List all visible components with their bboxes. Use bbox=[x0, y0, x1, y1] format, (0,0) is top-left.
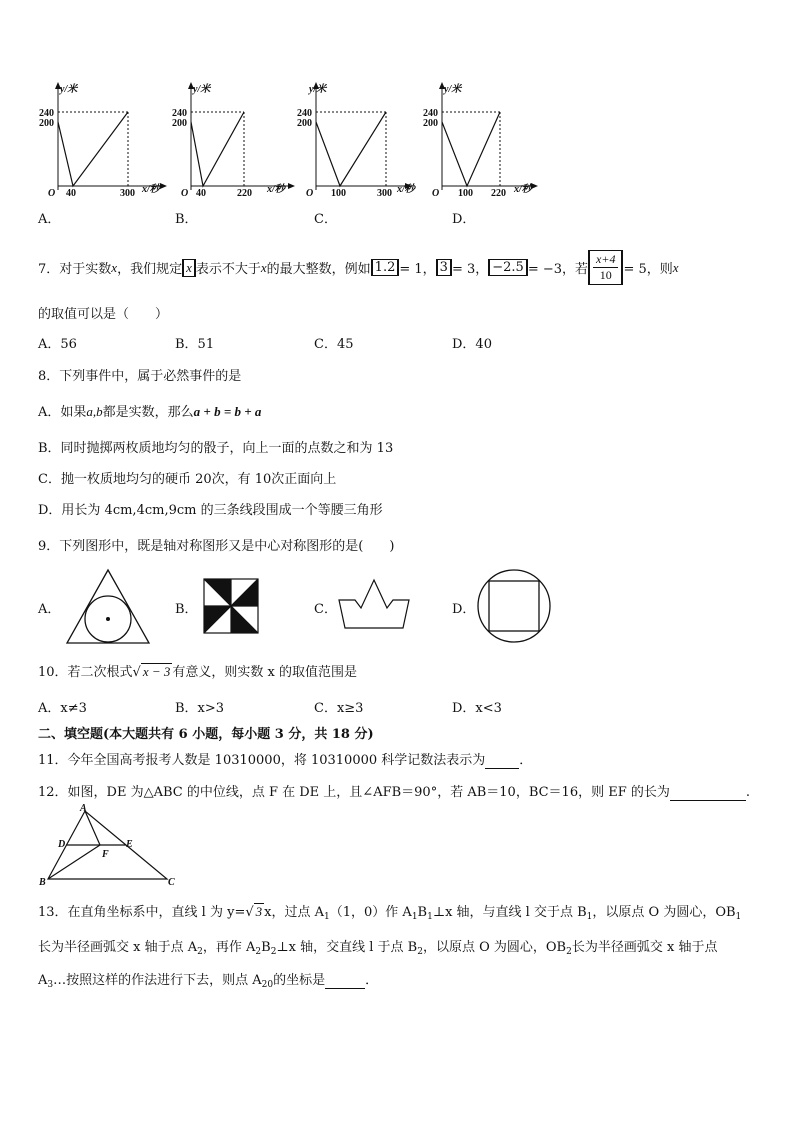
q13-line1: 13．在直角坐标系中，直线 l 为 y=√ 3 x，过点 $A_1(1$，0）作 $A_1B_1\perp x$ 轴，与直线 l 交于点 $B_1$，以原点 O 为圆心，$OB_1$ bbox=[38, 904, 742, 922]
q10-option-a[interactable]: A．x≠3 bbox=[38, 701, 87, 716]
y-axis-label: y/米 bbox=[309, 84, 327, 95]
answer-blank[interactable] bbox=[485, 753, 519, 769]
origin-label: O bbox=[432, 188, 440, 199]
q13-line2: 长为半径画弧交 x 轴于点 $A_2$，再作 $A_2B_2\perp x$ 轴，交直线 l 于点 $B_2$，以原点 O 为圆心，$OB_2$长为半径画弧交 x 轴于点 bbox=[38, 940, 718, 957]
question-7-line1: 7．对于实数 x ，我们规定 x 表示不大于 x 的最大整数，例如 1.2 = 1， 3 = 3， −2.5 = −3，若 $\frac{x+4}{10}$ = 5，则 x bbox=[38, 250, 679, 285]
q6-option-b[interactable]: B． bbox=[175, 212, 198, 227]
q8-option-a[interactable]: A．如果a,b都是实数，那么a + b = b + a bbox=[38, 404, 262, 420]
answer-blank[interactable] bbox=[325, 973, 365, 989]
y-axis-label: y/米 bbox=[444, 84, 462, 95]
graph-a bbox=[38, 78, 168, 198]
label-f: F bbox=[102, 849, 109, 860]
x-tick-2: 220 bbox=[491, 188, 506, 199]
floor-bracket: x bbox=[182, 259, 196, 277]
x-tick-2: 300 bbox=[120, 188, 135, 199]
y-tick-200: 200 bbox=[172, 118, 187, 129]
floor-fraction: $\frac{x+4}{10}$ bbox=[588, 250, 623, 285]
circle-with-square-figure bbox=[476, 568, 552, 644]
x-axis-label: x/秒 bbox=[267, 184, 285, 195]
q9-option-d[interactable]: D． bbox=[452, 602, 476, 617]
graph-c bbox=[296, 78, 426, 198]
floor-example-1: 1.2 bbox=[371, 259, 400, 276]
q9-option-c[interactable]: C． bbox=[314, 602, 337, 617]
q10-option-c[interactable]: C．x≥3 bbox=[314, 701, 364, 716]
x-tick-2: 300 bbox=[377, 188, 392, 199]
q8-stem: 8．下列事件中，属于必然事件的是 bbox=[38, 369, 242, 384]
q7-text: 7．对于实数 bbox=[38, 262, 112, 277]
floor-example-2: 3 bbox=[436, 259, 452, 276]
x-axis-label: x/秒 bbox=[514, 184, 532, 195]
x-tick-1: 40 bbox=[196, 188, 206, 199]
q10-stem: 10．若二次根式√ x − 3 有意义，则实数 x 的取值范围是 bbox=[38, 664, 357, 680]
y-tick-200: 200 bbox=[297, 118, 312, 129]
y-axis-label: y/米 bbox=[193, 84, 211, 95]
radicand: x − 3 bbox=[142, 664, 171, 679]
y-axis-label: y/米 bbox=[60, 84, 78, 95]
y-tick-240: 240 bbox=[423, 108, 438, 119]
q7-option-d[interactable]: D．40 bbox=[452, 337, 492, 352]
floor-example-3: −2.5 bbox=[488, 259, 528, 276]
q7-option-b[interactable]: B．51 bbox=[175, 337, 215, 352]
label-a: A bbox=[80, 803, 87, 814]
pinwheel-figure bbox=[203, 578, 259, 634]
x-tick-1: 40 bbox=[66, 188, 76, 199]
y-tick-200: 200 bbox=[423, 118, 438, 129]
q12: 12．如图，DE 为△ABC 的中位线，点 F 在 DE 上，且∠AFB＝90°，若 AB＝10，BC＝16，则 EF 的长为 . bbox=[38, 785, 751, 800]
answer-blank[interactable] bbox=[670, 785, 746, 801]
q8-option-c[interactable]: C．抛一枚质地均匀的硬币 20次，有 10次正面向上 bbox=[38, 472, 337, 487]
q11: 11．今年全国高考报考人数是 10310000，将 10310000 科学记数法表示为 ． bbox=[38, 753, 533, 768]
q9-option-a[interactable]: A． bbox=[38, 602, 61, 617]
y-tick-240: 240 bbox=[297, 108, 312, 119]
triangle-with-circle-figure bbox=[64, 567, 152, 645]
triangle-abc-figure bbox=[34, 803, 182, 889]
y-tick-240: 240 bbox=[39, 108, 54, 119]
q9-option-b[interactable]: B． bbox=[175, 602, 198, 617]
origin-label: O bbox=[48, 188, 56, 199]
q13-line3: $A_3\dots$按照这样的作法进行下去，则点 $A_{20}$的坐标是 ． bbox=[38, 973, 379, 990]
graph-d bbox=[422, 78, 552, 198]
label-e: E bbox=[126, 839, 133, 850]
y-tick-200: 200 bbox=[39, 118, 54, 129]
q6-option-a[interactable]: A． bbox=[38, 212, 61, 227]
q7-option-a[interactable]: A．56 bbox=[38, 337, 77, 352]
q7-line2: 的取值可以是（ ） bbox=[38, 307, 169, 322]
label-c: C bbox=[168, 877, 175, 888]
x-axis-label: x/秒 bbox=[142, 184, 160, 195]
x-tick-1: 100 bbox=[458, 188, 473, 199]
boat-figure bbox=[337, 578, 411, 630]
section-heading: 二、填空题(本大题共有 6 小题，每小题 3 分，共 18 分) bbox=[38, 727, 374, 742]
q10-option-d[interactable]: D．x<3 bbox=[452, 701, 502, 716]
q8-option-d[interactable]: D．用长为 4cm,4cm,9cm 的三条线段围成一个等腰三角形 bbox=[38, 503, 383, 518]
q9-stem: 9．下列图形中，既是轴对称图形又是中心对称图形的是( ) bbox=[38, 539, 395, 554]
x-tick-1: 100 bbox=[331, 188, 346, 199]
label-d: D bbox=[58, 839, 66, 850]
origin-label: O bbox=[306, 188, 314, 199]
origin-label: O bbox=[181, 188, 189, 199]
y-tick-240: 240 bbox=[172, 108, 187, 119]
graph-b bbox=[171, 78, 301, 198]
q6-option-c[interactable]: C． bbox=[314, 212, 337, 227]
label-b: B bbox=[39, 877, 46, 888]
x-axis-label: x/秒 bbox=[397, 184, 415, 195]
x-tick-2: 220 bbox=[237, 188, 252, 199]
q8-option-b[interactable]: B．同时抛掷两枚质地均匀的骰子，向上一面的点数之和为 13 bbox=[38, 441, 394, 456]
q6-option-d[interactable]: D． bbox=[452, 212, 476, 227]
q7-option-c[interactable]: C．45 bbox=[314, 337, 354, 352]
q10-option-b[interactable]: B．x>3 bbox=[175, 701, 225, 716]
